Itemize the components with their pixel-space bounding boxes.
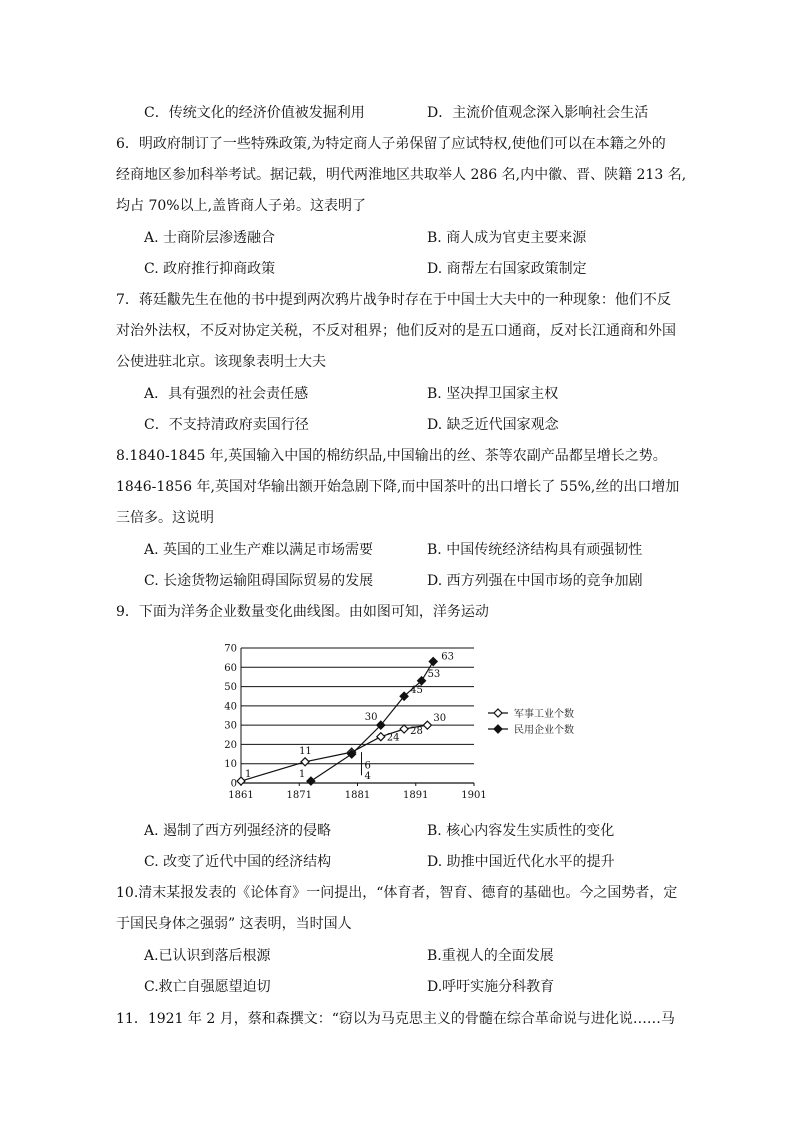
data-label: 45 — [410, 685, 423, 697]
legend-marker — [494, 709, 502, 717]
q8-option-d: D. 西方列强在中国市场的竞争加剧 — [427, 573, 643, 589]
annotation-label: 6 — [364, 760, 371, 772]
q7-stem-line-1: 7．蒋廷黻先生在他的书中提到两次鸦片战争时存在于中国士大夫中的一种现象：他们不反 — [116, 292, 671, 308]
data-label: 1 — [245, 769, 252, 781]
chart-series — [237, 652, 454, 786]
chart-legend — [488, 707, 574, 736]
q6-option-c: C. 政府推行抑商政策 — [144, 261, 276, 277]
x-tick-label: 1881 — [344, 790, 371, 801]
q6-stem-line-1: 6．明政府制订了一些特殊政策,为特定商人子弟保留了应试特权,使他们可以在本籍之外的 — [116, 136, 666, 152]
data-point — [429, 658, 437, 666]
data-point — [400, 725, 408, 733]
q9-option-b: B. 核心内容发生实质性的变化 — [427, 823, 615, 839]
data-label: 53 — [427, 668, 441, 680]
legend-marker — [494, 725, 502, 733]
data-label: 28 — [410, 726, 423, 737]
chart-annotations — [362, 752, 371, 782]
y-tick-label: 0 — [230, 778, 237, 790]
q5-option-d: D．主流价值观念深入影响社会生活 — [427, 105, 649, 121]
q8-stem-line-1: 8.1840-1845 年,英国输入中国的棉纺织品,中国输出的丝、茶等农副产品都呈增长之势。 — [116, 448, 667, 464]
data-label: 24 — [386, 732, 400, 744]
q6-option-a: A. 士商阶层渗透融合 — [144, 230, 276, 246]
chart-gridlines — [241, 648, 474, 764]
enterprise-line-chart — [220, 638, 620, 803]
q6-stem-line-3: 均占 70%以上,盖皆商人子弟。这表明了 — [116, 198, 367, 214]
q10-stem-line-1: 10.清末某报发表的《论体育》一问提出，“体育者，智育、德育的基础也。今之国势者，定 — [116, 885, 678, 901]
data-point — [237, 777, 245, 785]
y-tick-label: 10 — [224, 759, 237, 771]
annotation-label: 4 — [364, 771, 371, 783]
q8-stem-line-2: 1846-1856 年,英国对华输出额开始急剧下降,而中国茶叶的出口增长了 55%,丝的出口增加 — [116, 479, 680, 495]
q10-stem-line-2: 于国民身体之强弱” 这表明，当时国人 — [116, 916, 352, 932]
q7-stem-line-2: 对治外法权，不反对协定关税，不反对租界；他们反对的是五口通商，反对长江通商和外国 — [116, 323, 676, 339]
data-label: 63 — [441, 651, 454, 663]
q7-option-c: C．不支持清政府卖国行径 — [144, 417, 309, 433]
y-tick-label: 40 — [224, 701, 237, 713]
q11-stem: 11．1921 年 2 月，蔡和森撰文：“窃以为马克思主义的骨髓在综合革命说与进化说……马 — [116, 1011, 675, 1027]
legend-label: 军事工业个数 — [514, 709, 574, 720]
y-tick-label: 70 — [224, 643, 237, 655]
q7-option-d: D. 缺乏近代国家观念 — [427, 417, 559, 433]
data-point — [377, 733, 385, 741]
q10-option-c: C.救亡自强愿望迫切 — [144, 979, 271, 995]
q7-option-a: A．具有强烈的社会责任感 — [144, 386, 309, 402]
data-point — [301, 758, 309, 766]
legend-label: 民用企业个数 — [514, 725, 574, 736]
q9-stem: 9．下面为洋务企业数量变化曲线图。由如图可知，洋务运动 — [116, 604, 489, 620]
y-tick-labels — [224, 644, 237, 790]
q7-stem-line-3: 公使进驻北京。该现象表明士大夫 — [116, 354, 326, 370]
data-label: 30 — [433, 713, 447, 725]
q7-option-b: B. 坚决捍卫国家主权 — [427, 386, 559, 402]
q9-option-c: C. 改变了近代中国的经济结构 — [144, 854, 332, 870]
q6-stem-line-2: 经商地区参加科举考试。据记载，明代两淮地区共取举人 286 名,内中徽、晋、陕籍 213 名, — [116, 167, 687, 183]
data-label: 1 — [298, 769, 306, 781]
q6-option-d: D. 商帮左右国家政策制定 — [427, 261, 587, 277]
x-tick-label: 1901 — [461, 790, 487, 801]
q8-option-b: B. 中国传统经济结构具有顽强韧性 — [427, 542, 643, 558]
x-tick-label: 1871 — [286, 790, 312, 801]
x-tick-label: 1891 — [403, 790, 429, 801]
y-tick-label: 30 — [224, 720, 237, 732]
q8-option-a: A. 英国的工业生产难以满足市场需要 — [144, 542, 374, 558]
q10-option-d: D.呼吁实施分科教育 — [427, 979, 555, 995]
q9-option-d: D. 助推中国近代化水平的提升 — [427, 854, 615, 870]
q6-option-b: B. 商人成为官吏主要来源 — [427, 230, 587, 246]
data-point — [423, 721, 431, 729]
data-label: 30 — [364, 712, 378, 724]
data-point — [307, 777, 315, 785]
q9-option-a: A. 遏制了西方列强经济的侵略 — [144, 823, 332, 839]
q8-stem-line-3: 三倍多。这说明 — [116, 510, 214, 526]
data-label: 11 — [299, 745, 312, 757]
y-tick-label: 60 — [224, 662, 237, 674]
q5-option-c: C．传统文化的经济价值被发掘利用 — [144, 105, 365, 121]
q8-option-c: C. 长途货物运输阻碍国际贸易的发展 — [144, 573, 374, 589]
q10-option-a: A.已认识到落后根源 — [144, 948, 271, 964]
y-tick-label: 50 — [224, 682, 237, 694]
x-tick-label: 1861 — [228, 790, 254, 801]
q10-option-b: B.重视人的全面发展 — [427, 948, 554, 964]
y-tick-label: 20 — [224, 739, 237, 751]
x-tick-labels — [228, 790, 486, 801]
